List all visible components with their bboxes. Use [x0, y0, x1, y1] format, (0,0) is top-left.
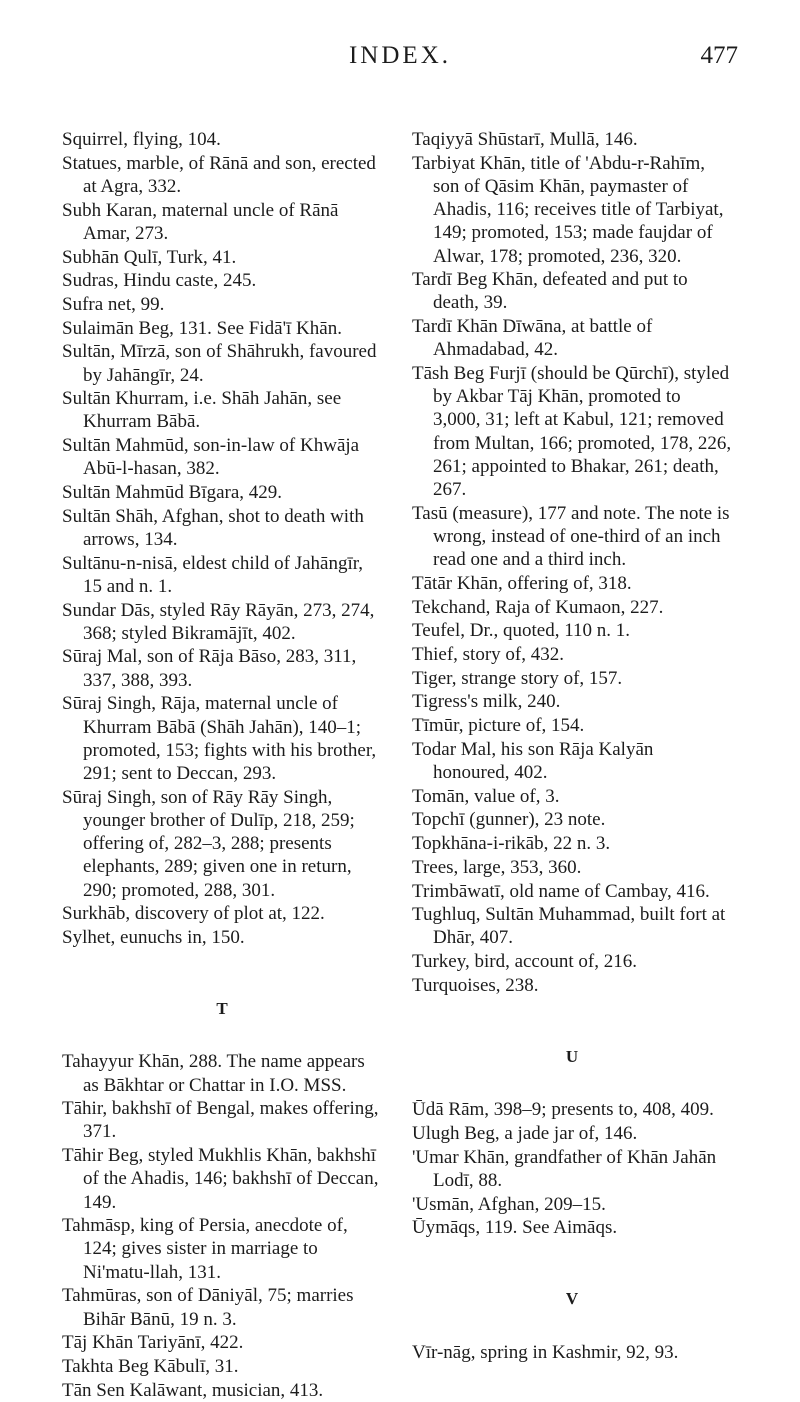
index-entry: Statues, marble, of Rānā and son, erected at Agra, 332. — [62, 152, 376, 197]
index-entry: Trees, large, 353, 360. — [412, 856, 582, 878]
index-entry: Trimbāwatī, old name of Cambay, 416. — [412, 880, 710, 902]
index-entry: Sultān Mahmūd, son-in-law of Khwāja Abū-l-hasan, 382. — [62, 435, 360, 480]
right-column — [412, 128, 732, 1364]
index-entry: Tughluq, Sultān Muhammad, built fort at Dhār, 407. — [412, 904, 726, 949]
index-entry: Sufra net, 99. — [62, 293, 165, 315]
entries-u — [412, 1098, 732, 1239]
entries-t — [62, 1050, 382, 1402]
index-entry: Sultān, Mīrzā, son of Shāhrukh, favoured by Jahāngīr, 24. — [62, 341, 377, 386]
running-head — [0, 42, 800, 82]
index-entry: Tāhir, bakhshī of Bengal, makes offering, 371. — [62, 1098, 379, 1143]
index-entry: Subh Karan, maternal uncle of Rānā Amar, 273. — [62, 199, 339, 244]
index-entry: Sūraj Mal, son of Rāja Bāso, 283, 311, 337, 388, 393. — [62, 646, 357, 691]
index-entry: Sultān Khurram, i.e. Shāh Jahān, see Khurram Bābā. — [62, 388, 342, 433]
page-title: INDEX. — [348, 42, 451, 69]
index-entry: Tigress's milk, 240. — [412, 691, 561, 713]
index-entry: Sultānu-n-nisā, eldest child of Jahāngīr, 15 and n. 1. — [62, 552, 364, 597]
index-entry: Vīr-nāg, spring in Kashmir, 92, 93. — [412, 1341, 679, 1363]
index-entry: Sūraj Singh, son of Rāy Rāy Singh, younger brother of Dulīp, 218, 259; offering of, 282–3, 288; presents elephants, 289; given one in return, 290; promoted, 288, 301. — [62, 786, 355, 901]
index-entry: Tahayyur Khān, 288. The name appears as Bākhtar or Chattar in I.O. MSS. — [62, 1051, 365, 1096]
index-entry: Takhta Beg Kābulī, 31. — [62, 1355, 239, 1377]
section-letter-t: T — [216, 999, 228, 1019]
index-entry: Topchī (gunner), 23 note. — [412, 809, 606, 831]
index-entry: 'Umar Khān, grandfather of Khān Jahān Lodī, 88. — [412, 1146, 717, 1191]
index-entry: Tāsh Beg Furjī (should be Qūrchī), styled by Akbar Tāj Khān, promoted to 3,000, 31; left at Kabul, 121; removed from Multan, 166; promoted, 178, 226, 261; appointed to Bhakar, 261; death, 267. — [412, 363, 732, 501]
entries-t-continued — [412, 128, 732, 997]
index-entry: Sulaimān Beg, 131. See Fidā'ī Khān. — [62, 317, 342, 339]
index-entry: Sultān Shāh, Afghan, shot to death with arrows, 134. — [62, 505, 364, 550]
index-entry: Taqiyyā Shūstarī, Mullā, 146. — [412, 129, 638, 150]
index-entry: Ūymāqs, 119. See Aimāqs. — [412, 1217, 618, 1239]
index-entry: Tarbiyat Khān, title of 'Abdu-r-Rahīm, son of Qāsim Khān, paymaster of Ahadis, 116; receives title of Tarbiyat, 149; promoted, 153; made faujdar of Alwar, 178; promoted, 236, 320. — [412, 152, 724, 267]
index-entry: Ūdā Rām, 398–9; presents to, 408, 409. — [412, 1099, 714, 1121]
index-entry: Teufel, Dr., quoted, 110 n. 1. — [412, 620, 631, 642]
index-entry: Tān Sen Kalāwant, musician, 413. — [62, 1379, 324, 1401]
left-column — [62, 128, 382, 1402]
index-entry: Tomān, value of, 3. — [412, 785, 560, 807]
index-entry: Surkhāb, discovery of plot at, 122. — [62, 903, 325, 925]
index-entry: Tardī Khān Dīwāna, at battle of Ahmadabad, 42. — [412, 316, 653, 361]
index-entry: Subhān Qulī, Turk, 41. — [62, 246, 237, 268]
page-number: 477 — [700, 42, 738, 69]
section-letter-v: V — [565, 1289, 579, 1309]
index-entry: Ulugh Beg, a jade jar of, 146. — [412, 1122, 638, 1144]
index-entry: Tahmāsp, king of Persia, anecdote of, 124; gives sister in marriage to Ni'matu-llah, 131. — [62, 1215, 348, 1283]
entries-v — [412, 1341, 732, 1364]
index-entry: Tāhir Beg, styled Mukhlis Khān, bakhshī of the Ahadis, 146; bakhshī of Deccan, 149. — [62, 1145, 379, 1213]
index-entry: Sultān Mahmūd Bīgara, 429. — [62, 482, 283, 504]
index-entry: Sūraj Singh, Rāja, maternal uncle of Khurram Bābā (Shāh Jahān), 140–1; promoted, 153; fights with his brother, 291; sent to Deccan, 293. — [62, 693, 377, 784]
index-entry: Tiger, strange story of, 157. — [412, 667, 623, 689]
index-entry: 'Usmān, Afghan, 209–15. — [412, 1193, 606, 1215]
index-entry: Tātār Khān, offering of, 318. — [412, 572, 632, 594]
index-entry: Tekchand, Raja of Kumaon, 227. — [412, 596, 664, 618]
index-entry: Tahmūras, son of Dāniyāl, 75; marries Bihār Bānū, 19 n. 3. — [62, 1285, 354, 1330]
index-entry: Turquoises, 238. — [412, 974, 539, 996]
index-entry: Turkey, bird, account of, 216. — [412, 951, 637, 973]
index-entry: Squirrel, flying, 104. — [62, 129, 221, 150]
section-letter-u: U — [565, 1047, 579, 1067]
index-entry: Tardī Beg Khān, defeated and put to death, 39. — [412, 269, 688, 314]
index-entry: Sylhet, eunuchs in, 150. — [62, 926, 245, 948]
index-entry: Sudras, Hindu caste, 245. — [62, 270, 257, 292]
index-entry: Thief, story of, 432. — [412, 643, 564, 665]
index-entry: Todar Mal, his son Rāja Kalyān honoured, 402. — [412, 738, 654, 783]
index-entry: Sundar Dās, styled Rāy Rāyān, 273, 274, 368; styled Bikramājīt, 402. — [62, 599, 375, 644]
index-entry: Topkhāna-i-rikāb, 22 n. 3. — [412, 833, 611, 855]
index-entry: Tīmūr, picture of, 154. — [412, 715, 585, 737]
entries-s — [62, 128, 382, 949]
index-entry: Tāj Khān Tariyānī, 422. — [62, 1332, 244, 1354]
index-entry: Tasū (measure), 177 and note. The note is wrong, instead of one-third of an inch read one and a third inch. — [412, 502, 730, 571]
